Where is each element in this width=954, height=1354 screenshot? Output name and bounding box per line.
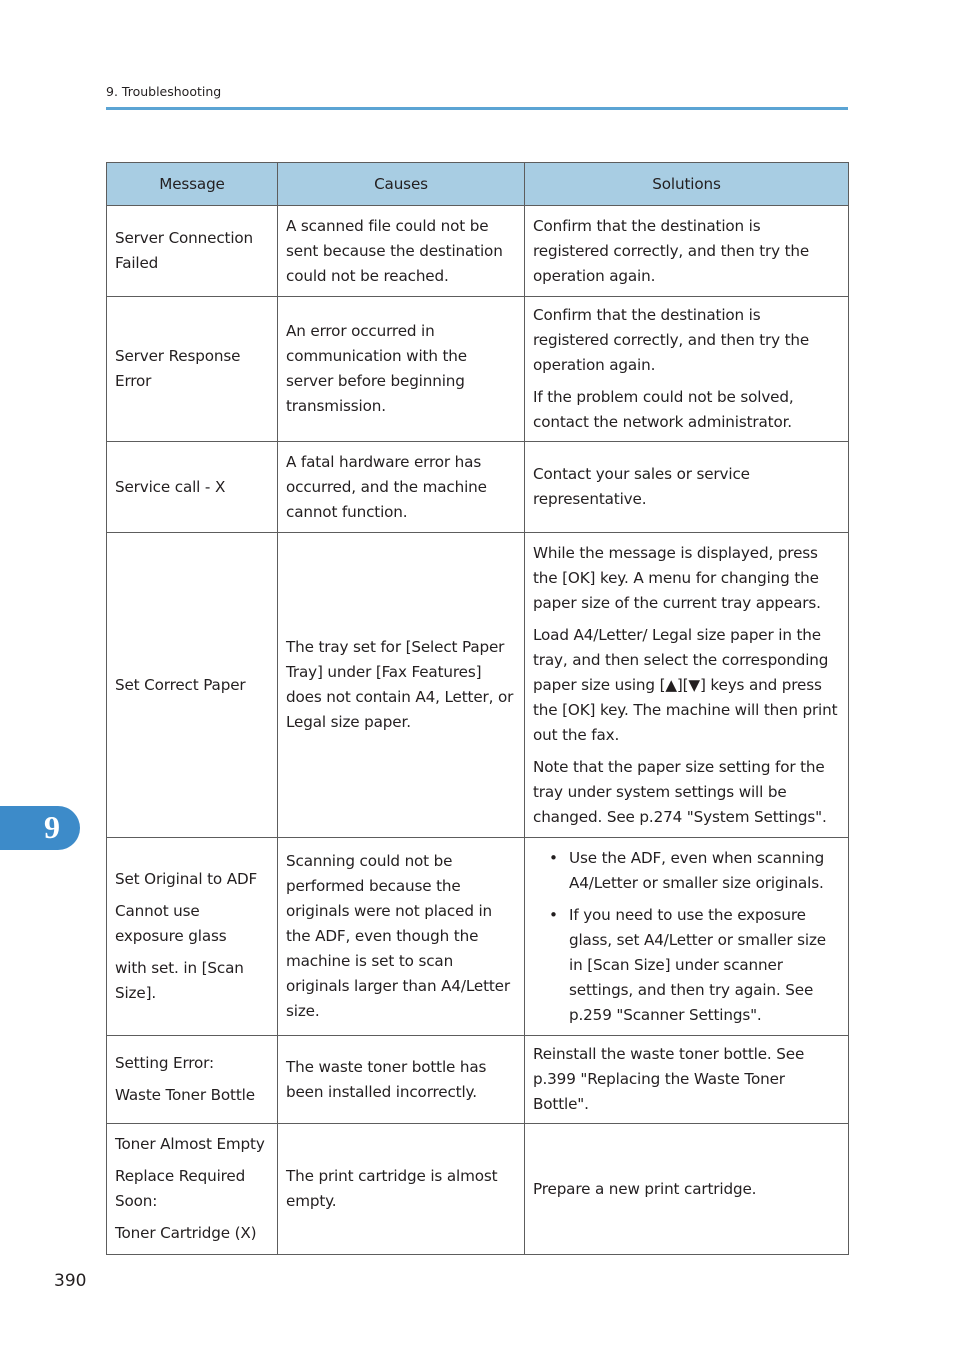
solution-text: If the problem could not be solved, contact the network administrator.	[533, 388, 794, 431]
causes-text: The waste toner bottle has been installed incorrectly.	[286, 1057, 487, 1101]
message-text: Replace Required Soon:	[115, 1167, 246, 1210]
causes-text: The print cartridge is almost empty.	[286, 1167, 498, 1210]
solution-text: Contact your sales or service representative.	[533, 465, 750, 508]
message-text: Toner Almost Empty	[115, 1135, 265, 1153]
message-text: Toner Cartridge (X)	[115, 1224, 257, 1242]
running-header: 9. Troubleshooting	[106, 84, 222, 99]
solutions-cell	[525, 297, 849, 442]
table-row	[107, 442, 849, 533]
solutions-cell	[525, 533, 849, 838]
causes-cell	[278, 206, 525, 297]
list-item: • If you need to use the exposure glass, set A4/Letter or smaller size in [Scan Size] under scanner settings, and then try again. See p.259 "Scanner Settings".	[569, 903, 840, 1028]
table-row	[107, 533, 849, 838]
causes-cell	[278, 442, 525, 533]
message-cell	[107, 297, 278, 442]
chapter-number: 9	[44, 809, 60, 845]
causes-cell	[278, 838, 525, 1036]
message-text: Waste Toner Bottle	[115, 1086, 255, 1104]
causes-cell	[278, 297, 525, 442]
solution-text: While the message is displayed, press the [OK] key. A menu for changing the paper size of the current tray appears.	[533, 543, 821, 612]
solutions-cell	[525, 1036, 849, 1124]
troubleshooting-table	[106, 162, 849, 1255]
causes-text: A scanned file could not be sent because the destination could not be reached.	[286, 216, 503, 285]
message-text: Server Connection Failed	[115, 229, 254, 272]
table-row	[107, 1036, 849, 1124]
solutions-cell	[525, 1124, 849, 1255]
header-rule	[106, 107, 848, 110]
message-cell	[107, 838, 278, 1036]
list-item: • Use the ADF, even when scanning A4/Letter or smaller size originals.	[569, 846, 840, 896]
causes-text: Scanning could not be performed because the originals were not placed in the ADF, even though the machine is set to scan originals larger than A4/Letter size.	[286, 852, 510, 1020]
chapter-tab	[0, 806, 80, 850]
column-header-causes: Causes	[278, 163, 525, 206]
causes-cell	[278, 1124, 525, 1255]
message-cell	[107, 1124, 278, 1255]
solution-text: Confirm that the destination is registered correctly, and then try the operation again.	[533, 306, 810, 374]
solutions-cell	[525, 442, 849, 533]
message-text: with set. in [Scan Size].	[115, 959, 244, 1002]
table-row	[107, 206, 849, 297]
causes-cell	[278, 1036, 525, 1124]
message-cell	[107, 1036, 278, 1124]
message-text: Setting Error:	[115, 1054, 214, 1072]
message-cell	[107, 442, 278, 533]
solution-text: Load A4/Letter/ Legal size paper in the tray, and then select the corresponding paper size using [▲][▼] keys and press the [OK] key. The machine will then print out the fax.	[533, 625, 838, 744]
message-text: Set Original to ADF	[115, 870, 258, 888]
solutions-cell	[525, 838, 849, 1036]
table-row	[107, 297, 849, 442]
causes-text: An error occurred in communication with the server before beginning transmission.	[286, 322, 467, 415]
table-header-row	[107, 163, 849, 206]
causes-cell	[278, 533, 525, 838]
solution-bullet-list	[533, 846, 840, 1028]
page-number: 390	[54, 1271, 87, 1291]
solution-text: Note that the paper size setting for the tray under system settings will be changed. See p.274 "System Settings".	[533, 757, 827, 826]
causes-text: The tray set for [Select Paper Tray] under [Fax Features] does not contain A4, Letter, or Legal size paper.	[286, 638, 514, 731]
solution-text: Prepare a new print cartridge.	[533, 1179, 757, 1198]
message-text: Set Correct Paper	[115, 675, 246, 694]
message-text: Server Response Error	[115, 347, 241, 390]
message-text: Service call - X	[115, 477, 226, 496]
solution-text: Confirm that the destination is registered correctly, and then try the operation again.	[533, 216, 810, 285]
solutions-cell	[525, 206, 849, 297]
causes-text: A fatal hardware error has occurred, and the machine cannot function.	[286, 452, 487, 521]
table-row	[107, 838, 849, 1036]
message-text: Cannot use exposure glass	[115, 902, 227, 945]
column-header-solutions: Solutions	[525, 163, 849, 206]
message-cell	[107, 533, 278, 838]
solution-text: Reinstall the waste toner bottle. See p.399 "Replacing the Waste Toner Bottle".	[533, 1045, 805, 1113]
table-row	[107, 1124, 849, 1255]
message-cell	[107, 206, 278, 297]
column-header-message: Message	[107, 163, 278, 206]
